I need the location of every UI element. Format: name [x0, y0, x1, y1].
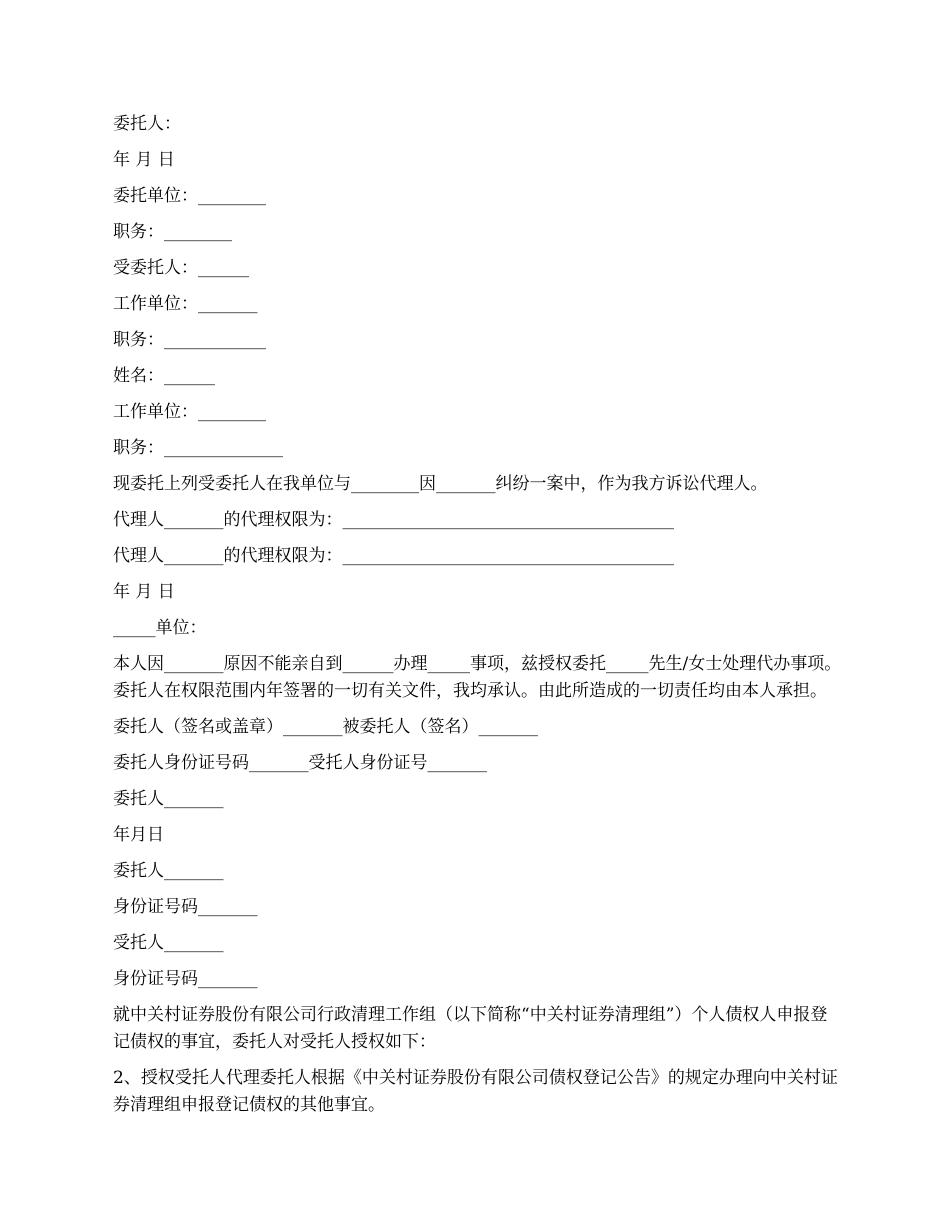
principal-signature: 委托人_______ [113, 789, 224, 809]
date-line: 年月日 [113, 825, 164, 845]
principal-signature: 委托人_______ [113, 861, 224, 881]
date-line: 年 月 日 [113, 150, 175, 170]
position-field: 职务：________ [113, 222, 232, 242]
signature-line: 委托人（签名或盖章）_______被委托人（签名）_______ [113, 717, 538, 737]
unit-addressee: _____单位： [113, 618, 207, 638]
work-unit-field: 工作单位：________ [113, 402, 266, 422]
date-line: 年 月 日 [113, 582, 175, 602]
name-field: 姓名：______ [113, 366, 215, 386]
work-unit-field: 工作单位：_______ [113, 294, 258, 314]
authorization-item-2: 2、授权受托人代理委托人根据《中关村证券股份有限公司债权登记公告》的规定办理向中关村证券清理组申报登记债权的其他事宜。 [113, 1068, 838, 1115]
principal-unit-field: 委托单位：________ [113, 186, 266, 206]
agent-authority-line: 代理人_______的代理权限为：_______________________________________ [113, 546, 674, 566]
position-field: 职务：____________ [113, 330, 266, 350]
principal-label: 委托人： [113, 114, 181, 134]
agent-field: 受委托人：______ [113, 258, 249, 278]
id-number-field: 身份证号码_______ [113, 897, 258, 917]
agent-signature: 受托人_______ [113, 933, 224, 953]
authorization-paragraph: 本人因_______原因不能亲自到______办理_____事项，兹授权委托_____先生/女士处理代办事项。委托人在权限范围内年签署的一切有关文件，我均承认。由此所造成的一切责任均由本人承担。 [113, 654, 842, 701]
id-number-line: 委托人身份证号码_______受托人身份证号_______ [113, 753, 487, 773]
litigation-statement: 现委托上列受委托人在我单位与________因_______纠纷一案中，作为我方诉讼代理人。 [113, 474, 768, 494]
document-page [113, 111, 843, 1128]
id-number-field: 身份证号码_______ [113, 969, 258, 989]
creditor-intro-paragraph: 就中关村证券股份有限公司行政清理工作组（以下简称“中关村证券清理组”）个人债权人申报登记债权的事宜，委托人对受托人授权如下： [113, 1005, 828, 1052]
agent-authority-line: 代理人_______的代理权限为：_______________________________________ [113, 510, 674, 530]
position-field: 职务：______________ [113, 438, 283, 458]
